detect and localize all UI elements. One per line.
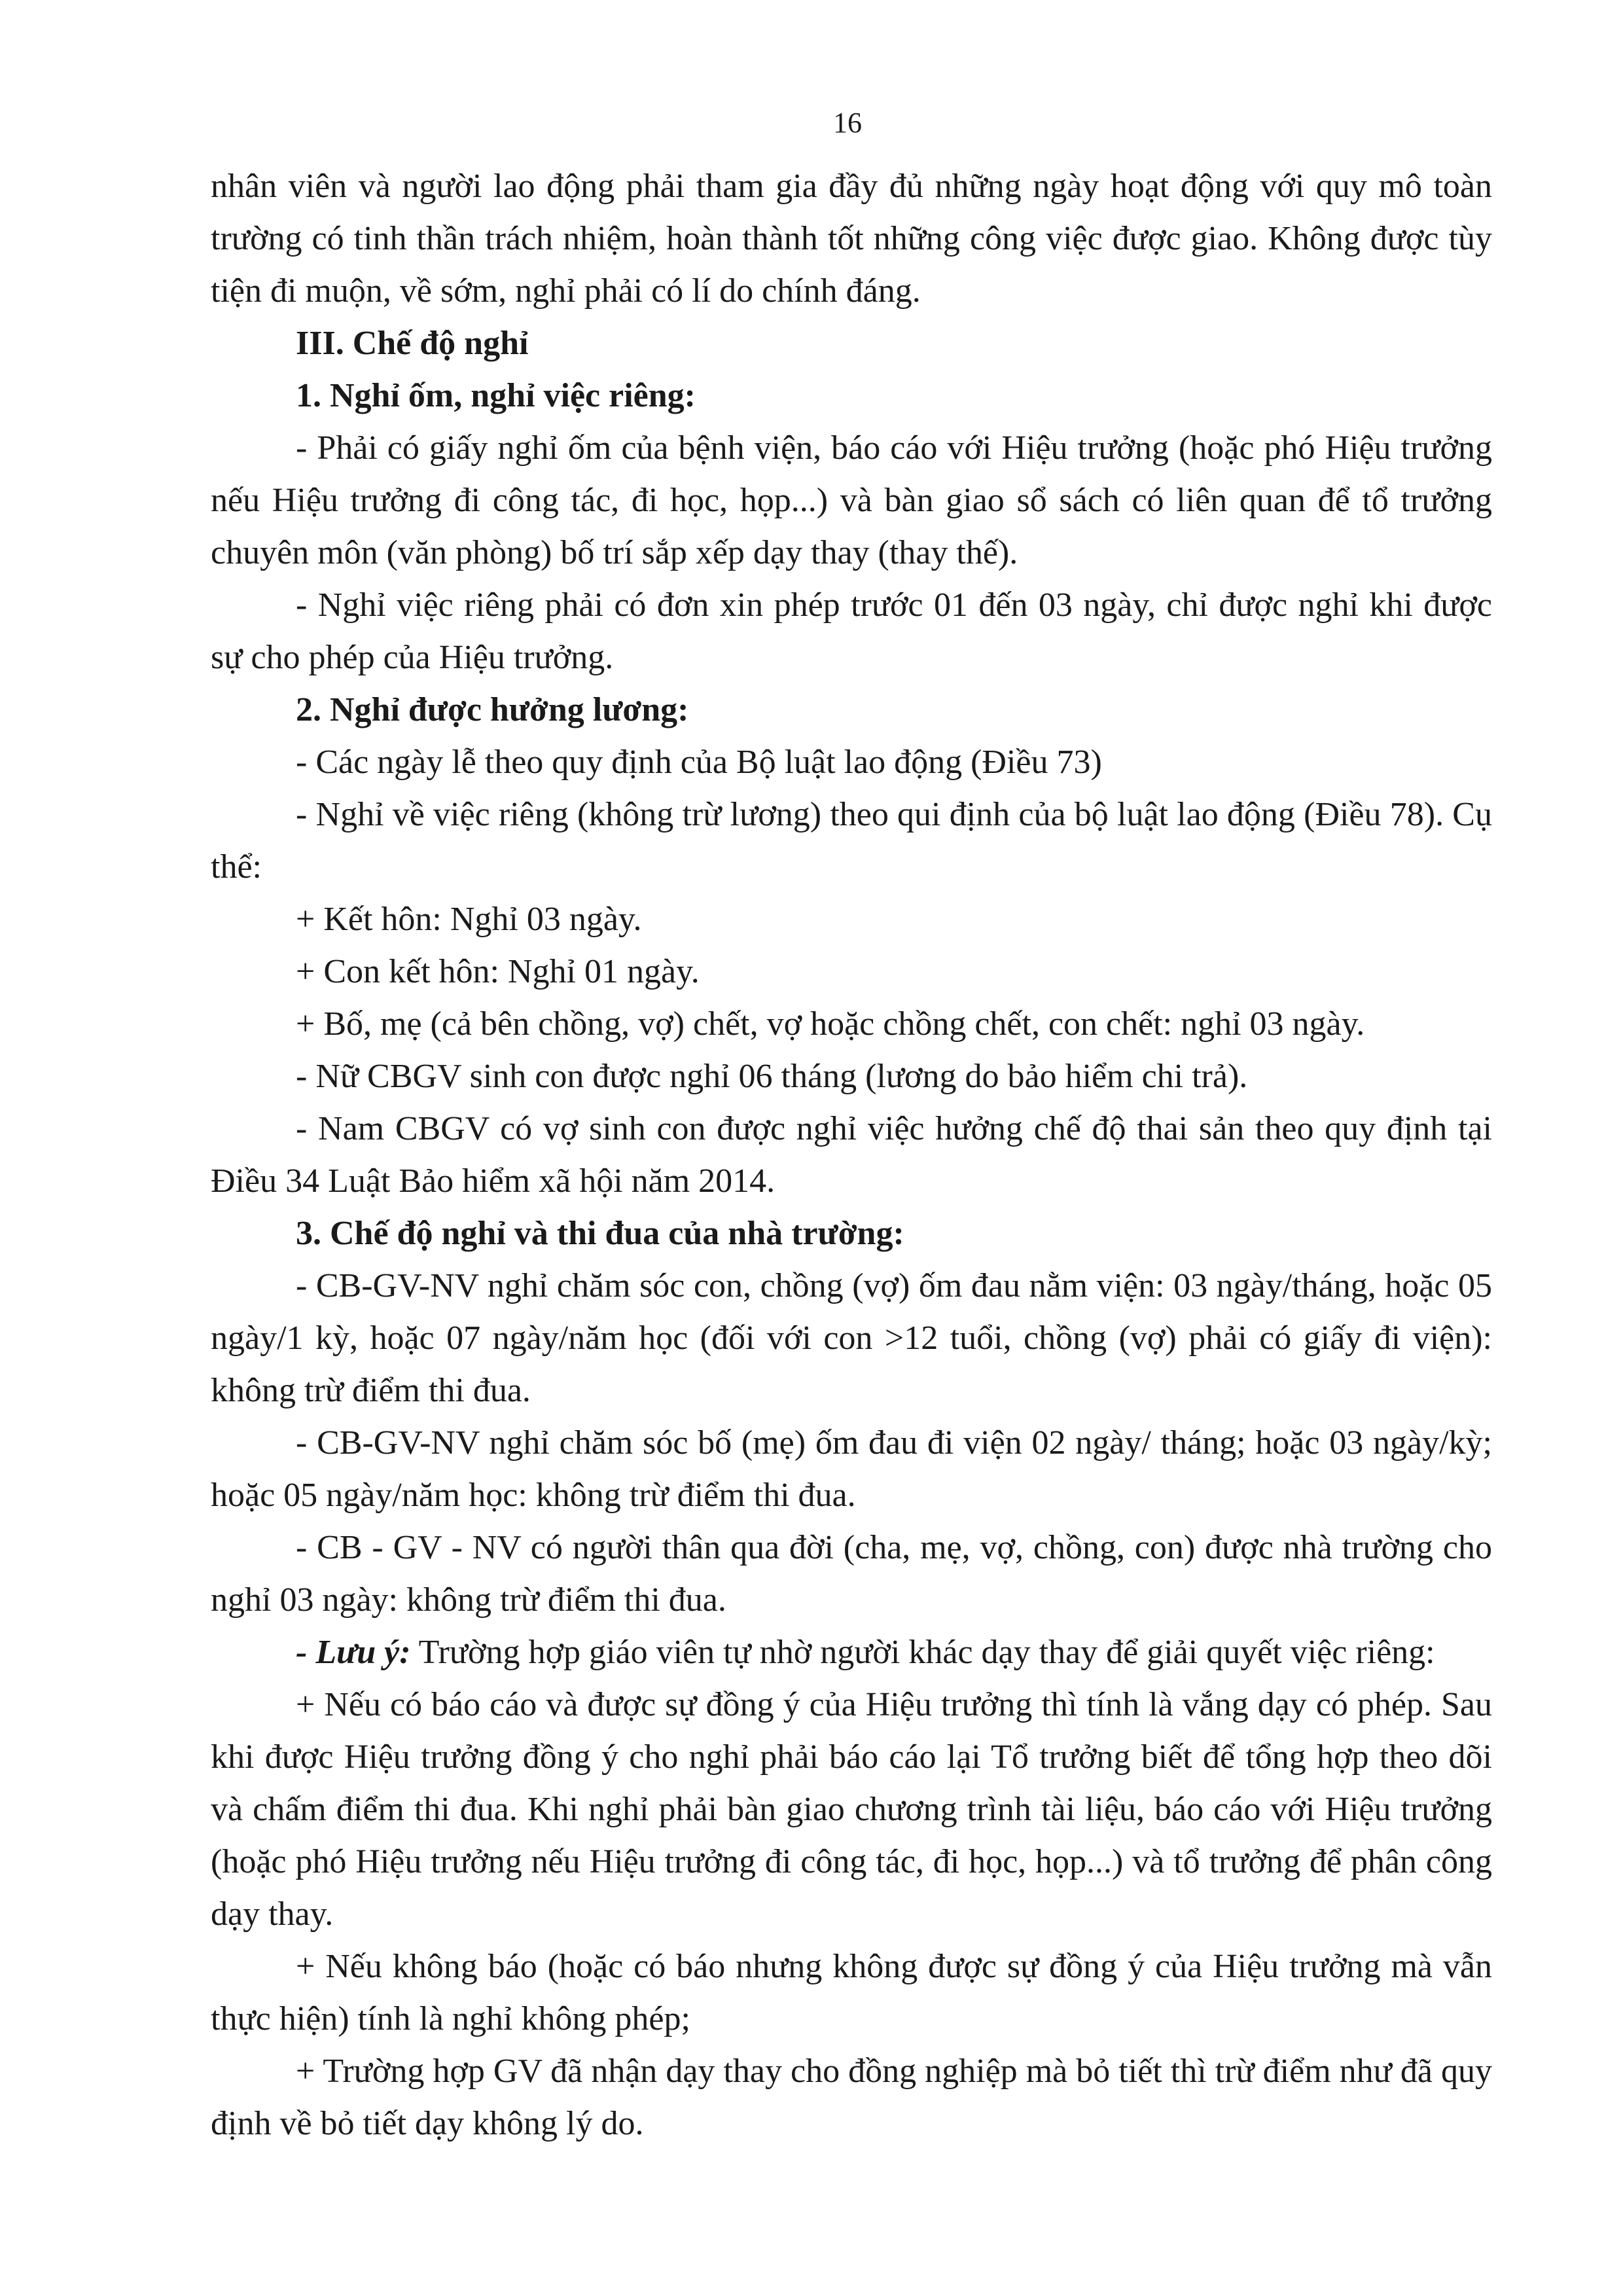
paragraph: - CB-GV-NV nghỉ chăm sóc con, chồng (vợ) ốm đau nằm viện: 03 ngày/tháng, hoặc 05 ngày/1 kỳ, hoặc 07 ngày/năm học (đối với con >12 tuổi, chồng (vợ) phải có giấy đi viện): không trừ điểm thi đua. <box>211 1267 1492 1409</box>
paragraph: - Nghỉ việc riêng phải có đơn xin phép trước 01 đến 03 ngày, chỉ được nghỉ khi được sự cho phép của Hiệu trưởng. <box>211 586 1492 676</box>
list-item: + Nếu không báo (hoặc có báo nhưng không được sự đồng ý của Hiệu trưởng mà vẫn thực hiện) tính là nghỉ không phép; <box>211 1948 1492 2037</box>
paragraph: - Nghỉ về việc riêng (không trừ lương) theo qui định của bộ luật lao động (Điều 78). Cụ thể: <box>211 796 1492 886</box>
note-paragraph <box>211 1626 1492 1679</box>
paragraph: - CB - GV - NV có người thân qua đời (cha, mẹ, vợ, chồng, con) được nhà trường cho nghỉ 03 ngày: không trừ điểm thi đua. <box>211 1529 1492 1619</box>
list-item: + Con kết hôn: Nghỉ 01 ngày. <box>296 953 700 990</box>
subsection-heading: 2. Nghỉ được hưởng lương: <box>296 691 689 728</box>
paragraph: - Các ngày lễ theo quy định của Bộ luật lao động (Điều 73) <box>296 744 1102 781</box>
list-item: + Trường hợp GV đã nhận dạy thay cho đồng nghiệp mà bỏ tiết thì trừ điểm như đã quy định về bỏ tiết dạy không lý do. <box>211 2053 1492 2142</box>
subsection-heading: 3. Chế độ nghỉ và thi đua của nhà trường: <box>296 1215 904 1252</box>
list-item: + Kết hôn: Nghỉ 03 ngày. <box>296 901 642 938</box>
list-item: + Bố, mẹ (cả bên chồng, vợ) chết, vợ hoặc chồng chết, con chết: nghỉ 03 ngày. <box>296 1005 1365 1043</box>
note-text: Trường hợp giáo viên tự nhờ người khác dạy thay để giải quyết việc riêng: <box>410 1634 1435 1671</box>
paragraph: - Nữ CBGV sinh con được nghỉ 06 tháng (lương do bảo hiểm chi trả). <box>296 1058 1248 1095</box>
page-number: 16 <box>833 107 862 139</box>
paragraph: - Phải có giấy nghỉ ốm của bệnh viện, báo cáo với Hiệu trưởng (hoặc phó Hiệu trưởng nếu Hiệu trưởng đi công tác, đi học, họp...) và bàn giao sổ sách có liên quan để tổ trưởng chuyên môn (văn phòng) bố trí sắp xếp dạy thay (thay thế). <box>211 429 1492 571</box>
subsection-heading: 1. Nghỉ ốm, nghỉ việc riêng: <box>296 377 696 414</box>
note-label: - Lưu ý: <box>296 1634 411 1671</box>
paragraph: nhân viên và người lao động phải tham gia đầy đủ những ngày hoạt động với quy mô toàn trường có tinh thần trách nhiệm, hoàn thành tốt những công việc được giao. Không được tùy tiện đi muộn, về sớm, nghỉ phải có lí do chính đáng. <box>211 168 1492 310</box>
list-item: + Nếu có báo cáo và được sự đồng ý của Hiệu trưởng thì tính là vắng dạy có phép. Sau khi được Hiệu trưởng đồng ý cho nghỉ phải báo cáo lại Tổ trưởng biết để tổng hợp theo dõi và chấm điểm thi đua. Khi nghỉ phải bàn giao chương trình tài liệu, báo cáo với Hiệu trưởng (hoặc phó Hiệu trưởng nếu Hiệu trưởng đi công tác, đi học, họp...) và tổ trưởng để phân công dạy thay. <box>211 1686 1492 1933</box>
paragraph: - CB-GV-NV nghỉ chăm sóc bố (mẹ) ốm đau đi viện 02 ngày/ tháng; hoặc 03 ngày/kỳ; hoặc 05 ngày/năm học: không trừ điểm thi đua. <box>211 1424 1492 1514</box>
document-body <box>211 160 1492 2150</box>
paragraph: - Nam CBGV có vợ sinh con được nghỉ việc hưởng chế độ thai sản theo quy định tại Điều 34 Luật Bảo hiểm xã hội năm 2014. <box>211 1110 1492 1200</box>
section-heading: III. Chế độ nghỉ <box>296 325 529 362</box>
